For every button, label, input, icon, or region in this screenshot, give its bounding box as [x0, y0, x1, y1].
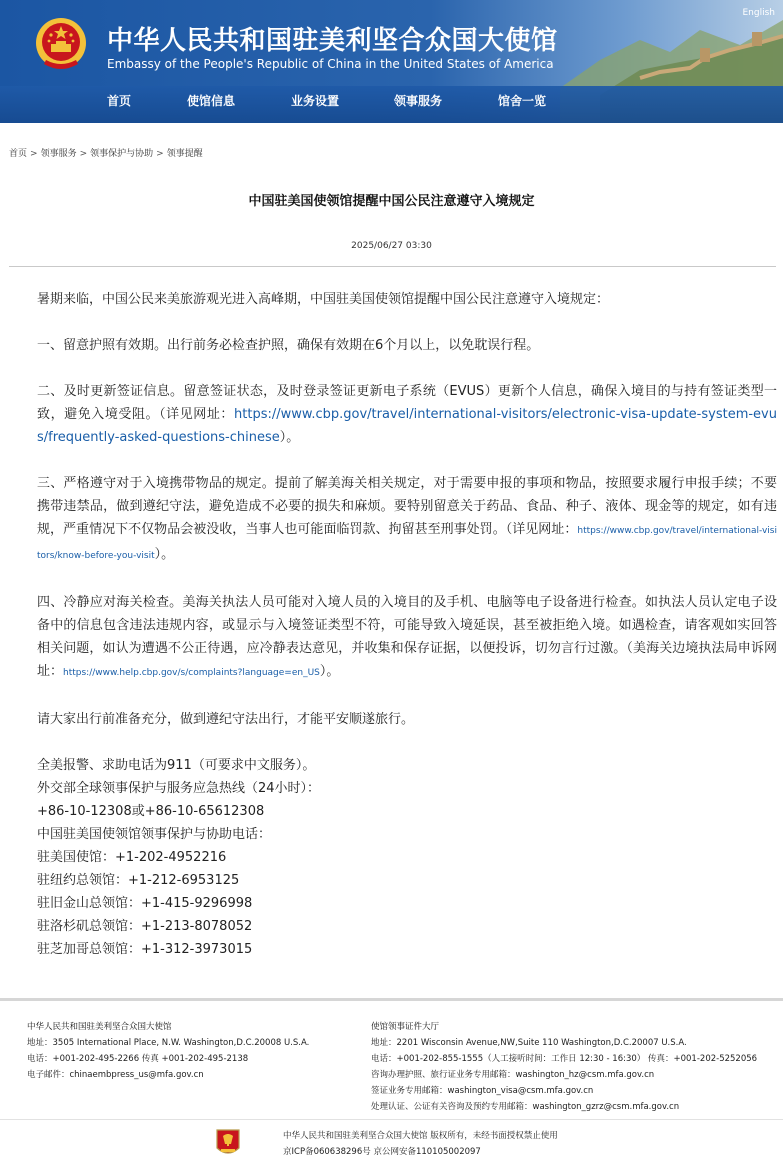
- article-point-4: [9, 591, 777, 685]
- article-point-2-end: ）。: [279, 430, 300, 445]
- footer-passport-email: 咨询办理护照、旅行证业务专用邮箱：washington_hz@csm.mfa.gov.cn: [371, 1070, 655, 1080]
- contact-line: 驻芝加哥总领馆：+1-312-3973015: [37, 942, 253, 957]
- cbp-complaints-link[interactable]: https://www.help.cbp.gov/s/complaints?language=en_US: [63, 668, 320, 678]
- breadcrumb-consular-protection[interactable]: 领事保护与协助: [90, 149, 154, 159]
- icp-record[interactable]: 京ICP备060638296号 京公网安备110105002097: [283, 1147, 481, 1157]
- footer-notarization-email: 处理认证、公证有关咨询及预约专用邮箱：washington_gzrz@csm.mfa.gov.cn: [371, 1102, 680, 1112]
- nav-item-business-setup[interactable]: 业务设置: [291, 94, 340, 108]
- nav-item-premises[interactable]: 馆舍一览: [498, 94, 547, 108]
- article-date: 2025/06/27 03:30: [351, 241, 432, 251]
- article-title: 中国驻美国使领馆提醒中国公民注意遵守入境规定: [248, 194, 535, 209]
- footer-bottom-divider: [0, 1119, 783, 1120]
- evus-faq-link[interactable]: https://www.cbp.gov/travel/international-visitors/electronic-visa-update-system-evus/frequently-asked-questions-chinese: [37, 407, 777, 445]
- site-title-cn[interactable]: 中华人民共和国驻美利坚合众国大使馆: [107, 26, 558, 56]
- english-version-link[interactable]: English: [742, 8, 775, 18]
- main-nav: [0, 92, 783, 114]
- article-point-1: 一、留意护照有效期。出行前务必检查护照，确保有效期在6个月以上，以免耽误行程。: [37, 338, 540, 353]
- contact-line: 外交部全球领事保护与服务应急热线（24小时）：: [37, 781, 321, 796]
- footer-embassy-info: [27, 1019, 309, 1083]
- breadcrumb-consular-reminder[interactable]: 领事提醒: [166, 149, 203, 159]
- footer-consular-hall-phone: 电话：+001-202-855-1555（人工接听时间：工作日 12:30 - 16:30） 传真：+001-202-5252056: [371, 1054, 758, 1064]
- article-point-3: [9, 472, 777, 568]
- article-point-3-end: ）。: [154, 547, 175, 562]
- contact-line: 驻旧金山总领馆：+1-415-9296998: [37, 896, 253, 911]
- article-point-2: [9, 380, 777, 449]
- breadcrumb: [9, 146, 203, 159]
- contact-line: 驻纽约总领馆：+1-212-6953125: [37, 873, 240, 888]
- article-point-4-end: ）。: [319, 664, 340, 679]
- footer-embassy-address: 地址：3505 International Place, N.W. Washington,D.C.20008 U.S.A.: [27, 1038, 310, 1048]
- nav-item-embassy-info[interactable]: 使馆信息: [187, 94, 236, 108]
- contact-line: 中国驻美国使领馆领事保护与协助电话：: [37, 827, 272, 842]
- article-content: [9, 288, 777, 961]
- footer-consular-hall-info: [371, 1019, 757, 1115]
- breadcrumb-separator: >: [156, 149, 164, 159]
- footer-embassy-phone: 电话：+001-202-495-2266 传真 +001-202-495-2138: [27, 1054, 249, 1064]
- nav-item-consular-services[interactable]: 领事服务: [394, 94, 443, 108]
- footer-copyright: [283, 1128, 558, 1160]
- contact-line: 全美报警、求助电话为911（可要求中文服务）。: [37, 758, 316, 773]
- article-intro: 暑期来临，中国公民来美旅游观光进入高峰期，中国驻美国使领馆提醒中国公民注意遵守入境规定：: [37, 292, 610, 307]
- site-title-en: Embassy of the People's Republic of China in the United States of America: [107, 57, 554, 71]
- breadcrumb-consular-services[interactable]: 领事服务: [40, 149, 77, 159]
- footer-consular-hall-address: 地址：2201 Wisconsin Avenue,NW,Suite 110 Washington,D.C.20007 U.S.A.: [371, 1038, 687, 1048]
- footer-visa-email: 签证业务专用邮箱：washington_visa@csm.mfa.gov.cn: [371, 1086, 594, 1096]
- article-point-2-text: 二、及时更新签证信息。留意签证状态，及时登录签证更新电子系统（EVUS）更新个人信息，确保入境目的与持有签证类型一致，避免入境受阻。（详见网址：: [37, 384, 777, 422]
- article-closing: 请大家出行前准备充分，做到遵纪守法出行，才能平安顺遂旅行。: [37, 712, 415, 727]
- footer-divider: [0, 998, 783, 1001]
- contact-line: 驻美国使馆：+1-202-4952216: [37, 850, 227, 865]
- footer-embassy-email: 电子邮件：chinaembpress_us@mfa.gov.cn: [27, 1070, 204, 1080]
- know-before-you-visit-link[interactable]: https://www.cbp.gov/travel/international-visitors/know-before-you-visit: [37, 526, 777, 561]
- nav-item-home[interactable]: 首页: [107, 94, 132, 108]
- party-government-logo-icon[interactable]: [215, 1128, 241, 1158]
- national-emblem-icon: [34, 16, 88, 74]
- article-point-3-text: 三、严格遵守对于入境携带物品的规定。提前了解美海关相关规定，对于需要申报的事项和物品，按照要求履行申报手续；不要携带违禁品，做到遵纪守法，避免造成不必要的损失和麻烦。要特别留意关于药品、食品、种子、液体、现金等的规定，如有违规，严重情况下不仅物品会被没收，当事人也可能面临罚款、拘留甚至刑事处罚。（详见网址：: [37, 476, 777, 537]
- contact-line: +86-10-12308或+86-10-65612308: [37, 804, 265, 819]
- breadcrumb-home[interactable]: 首页: [9, 149, 28, 159]
- copyright-text: 中华人民共和国驻美利坚合众国大使馆 版权所有，未经书面授权禁止使用: [283, 1131, 558, 1141]
- footer-embassy-name: 中华人民共和国驻美利坚合众国大使馆: [27, 1022, 172, 1032]
- site-header: [0, 0, 783, 123]
- contact-line: 驻洛杉矶总领馆：+1-213-8078052: [37, 919, 253, 934]
- article-divider: [9, 266, 776, 267]
- article-point-4-text: 四、冷静应对海关检查。美海关执法人员可能对入境人员的入境目的及手机、电脑等电子设备进行检查。如执法人员认定电子设备中的信息包含违法违规内容，或显示与入境签证类型不符，可能导致入境延误，甚至被拒绝入境。如遇检查，请客观如实回答相关问题，如认为遭遇不公正待遇，应冷静表达意见，并收集和保存证据，以便投诉，切勿言行过激。（美海关边境执法局申诉网址：: [37, 595, 777, 679]
- breadcrumb-separator: >: [30, 149, 38, 159]
- footer-consular-hall-name: 使馆领事证件大厅: [371, 1022, 440, 1032]
- breadcrumb-separator: >: [79, 149, 88, 159]
